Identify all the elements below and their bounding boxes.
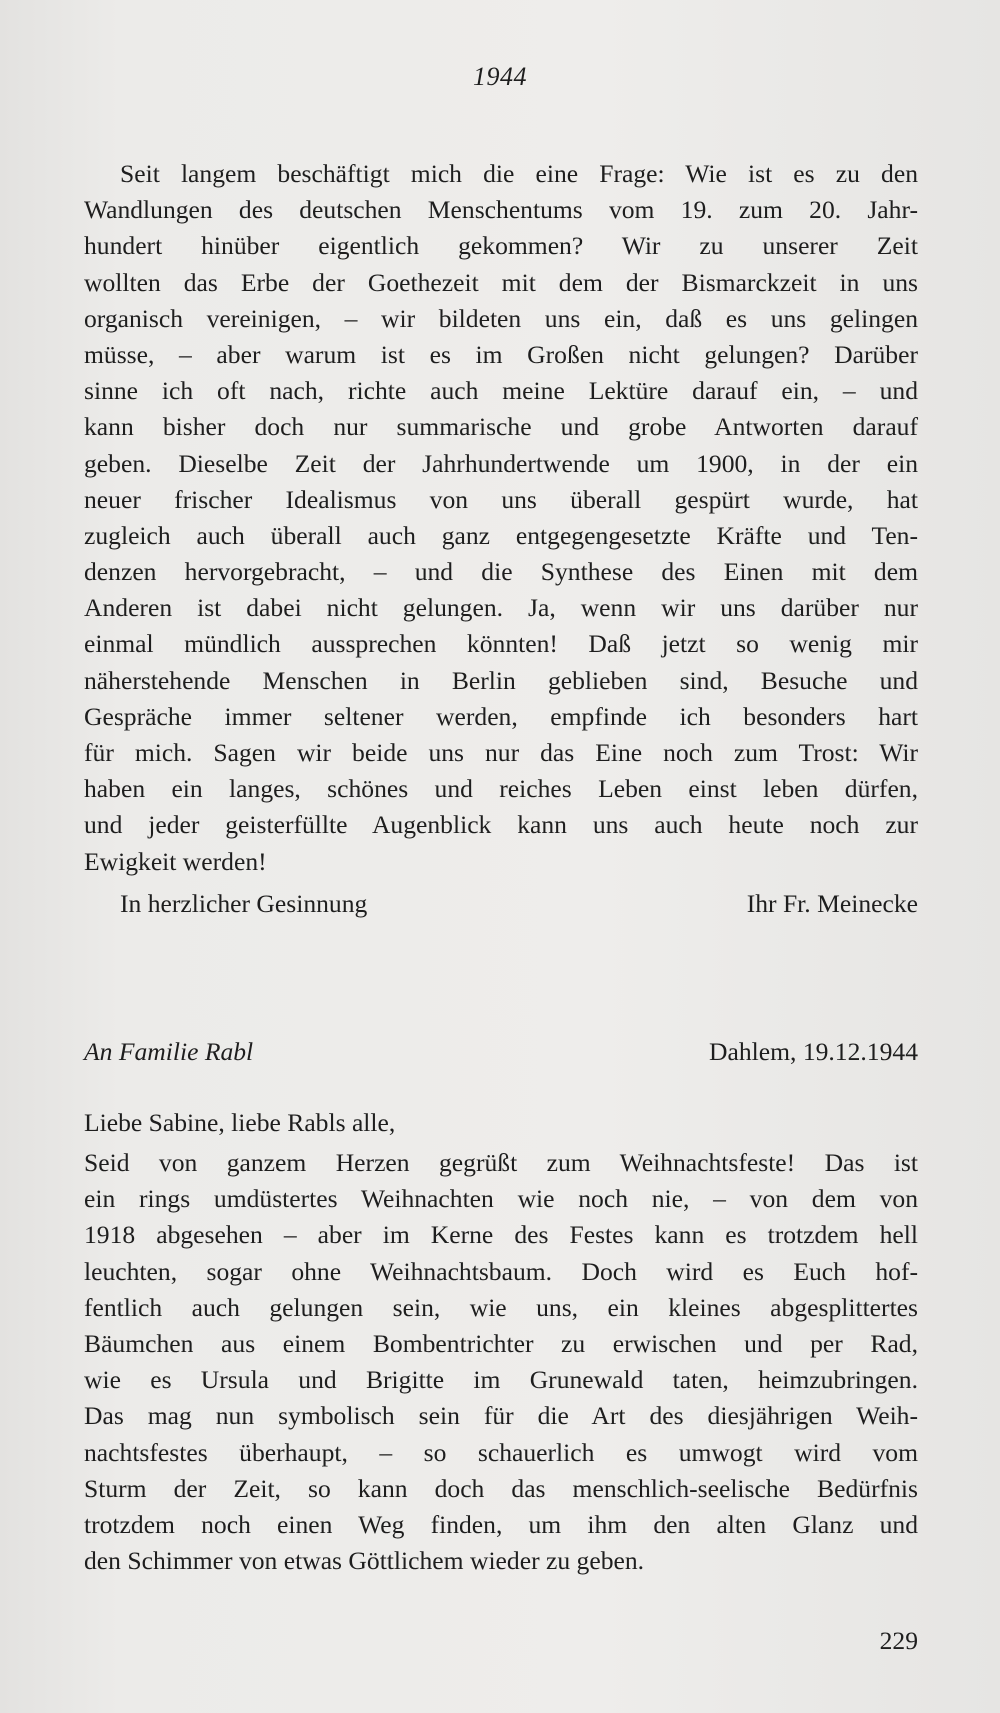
text-line — [84, 1543, 918, 1579]
line-text: denzen hervorgebracht, – und die Synthese des Einen mit dem — [84, 557, 918, 587]
text-line — [84, 735, 918, 771]
line-text: neuer frischer Idealismus von uns überall gespürt wurde, hat — [84, 484, 918, 514]
line-text: leuchten, sogar ohne Weihnachtsbaum. Doch wird es Euch hof- — [84, 1256, 918, 1286]
letter-1-closing: In herzlicher Gesinnung — [120, 889, 368, 918]
text-line — [84, 1471, 918, 1507]
letter-2-salutation: Liebe Sabine, liebe Rabls alle, — [84, 1108, 396, 1137]
line-text: den Schimmer von etwas Göttlichem wieder zu geben. — [84, 1546, 645, 1576]
letter-2-salutation-row — [84, 1108, 918, 1138]
line-text: einmal mündlich aussprechen könnten! Daß jetzt so wenig mir — [84, 629, 918, 659]
text-line — [84, 699, 918, 735]
line-text: Anderen ist dabei nicht gelungen. Ja, wenn wir uns darüber nur — [84, 593, 918, 623]
line-text: zugleich auch überall auch ganz entgegengesetzte Kräfte und Ten- — [84, 520, 918, 550]
line-text: wollten das Erbe der Goethezeit mit dem der Bismarckzeit in uns — [84, 267, 918, 297]
line-text: Seit langem beschäftigt mich die eine Frage: Wie ist es zu den — [120, 159, 918, 188]
line-text: 1918 abgesehen – aber im Kerne des Festes kann es trotzdem hell — [84, 1220, 918, 1250]
text-line — [84, 807, 918, 843]
text-line — [84, 1362, 918, 1398]
text-line — [84, 590, 918, 626]
line-text: ein rings umdüstertes Weihnachten wie noch nie, – von dem von — [84, 1184, 918, 1214]
line-text: organisch vereinigen, – wir bildeten uns ein, daß es uns gelingen — [84, 303, 918, 333]
letter-2-place-date: Dahlem, 19.12.1944 — [709, 1037, 918, 1066]
letter-2-recipient: An Familie Rabl — [84, 1037, 254, 1066]
text-line — [84, 1145, 918, 1181]
line-text: für mich. Sagen wir beide uns nur das Eine noch zum Trost: Wir — [84, 738, 918, 767]
letter-2-header-row — [84, 1037, 918, 1067]
text-line — [84, 446, 918, 482]
line-text: kann bisher doch nur summarische und grobe Antworten darauf — [84, 412, 918, 442]
line-text: nachtsfestes überhaupt, – so schauerlich es umwogt wird vom — [84, 1437, 918, 1467]
line-text: fentlich auch gelungen sein, wie uns, ein kleines abgesplittertes — [84, 1292, 918, 1322]
text-line — [84, 228, 918, 264]
text-line — [84, 518, 918, 554]
line-text: hundert hinüber eigentlich gekommen? Wir zu unserer Zeit — [84, 231, 918, 261]
letter-1-body — [84, 156, 918, 880]
line-text: trotzdem noch einen Weg finden, um ihm den alten Glanz und — [84, 1509, 918, 1539]
line-text: geben. Dieselbe Zeit der Jahrhundertwende um 1900, in der ein — [84, 448, 918, 478]
text-line — [84, 1326, 918, 1362]
text-line — [84, 265, 918, 301]
line-text: wie es Ursula und Brigitte im Grunewald taten, heimzubringen. — [84, 1365, 918, 1395]
text-line — [84, 192, 918, 228]
text-line — [84, 1435, 918, 1471]
line-text: Bäumchen aus einem Bombentrichter zu erwischen und per Rad, — [84, 1328, 918, 1358]
text-line — [84, 771, 918, 807]
text-line — [84, 409, 918, 445]
text-line — [84, 301, 918, 337]
text-line — [84, 1507, 918, 1543]
line-text: Wandlungen des deutschen Menschentums vom 19. zum 20. Jahr- — [84, 195, 918, 225]
text-line — [84, 1254, 918, 1290]
letter-1-closing-row — [84, 889, 918, 919]
text-line — [84, 1290, 918, 1326]
text-line — [84, 373, 918, 409]
line-text: Das mag nun symbolisch sein für die Art des diesjährigen Weih- — [84, 1401, 918, 1431]
text-line — [84, 156, 918, 192]
page-number: 229 — [879, 1626, 918, 1655]
line-text: und jeder geisterfüllte Augenblick kann uns auch heute noch zur — [84, 810, 918, 840]
line-text: Gespräche immer seltener werden, empfinde ich besonders hart — [84, 701, 918, 731]
line-text: Seid von ganzem Herzen gegrüßt zum Weihnachtsfeste! Das ist — [84, 1148, 918, 1177]
line-text: haben ein langes, schönes und reiches Leben einst leben dürfen, — [84, 774, 918, 804]
text-line — [84, 1181, 918, 1217]
text-line — [84, 844, 918, 880]
line-text: sinne ich oft nach, richte auch meine Lektüre darauf ein, – und — [84, 376, 918, 406]
line-text: Sturm der Zeit, so kann doch das menschlich-seelische Bedürfnis — [84, 1473, 918, 1503]
running-header-year: 1944 — [473, 62, 527, 91]
text-line — [84, 482, 918, 518]
text-line — [84, 1398, 918, 1434]
text-line — [84, 1217, 918, 1253]
line-text: müsse, – aber warum ist es im Großen nicht gelungen? Darüber — [84, 339, 918, 369]
text-line — [84, 337, 918, 373]
letter-2-body — [84, 1145, 918, 1579]
text-line — [84, 663, 918, 699]
line-text: Ewigkeit werden! — [84, 846, 267, 876]
text-line — [84, 554, 918, 590]
line-text: näherstehende Menschen in Berlin geblieben sind, Besuche und — [84, 665, 918, 695]
text-line — [84, 626, 918, 662]
letter-1-signature: Ihr Fr. Meinecke — [746, 889, 918, 918]
